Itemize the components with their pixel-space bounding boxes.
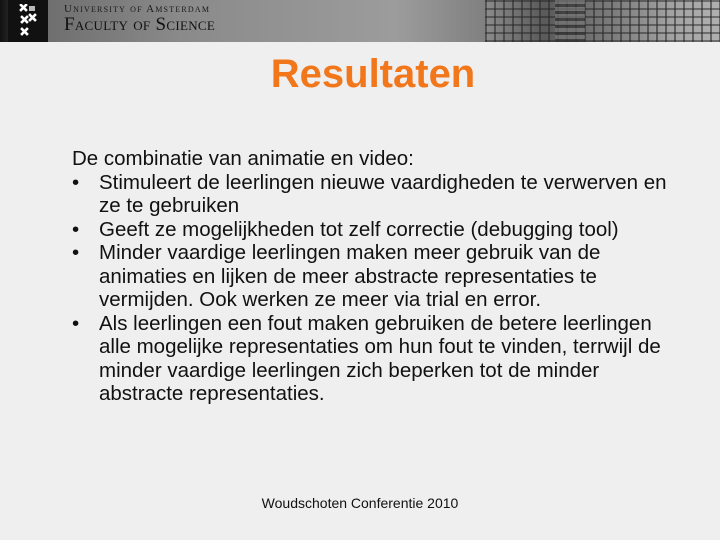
list-item — [72, 241, 682, 312]
bullet-marker: • — [72, 241, 80, 264]
university-name: University of Amsterdam — [64, 3, 211, 15]
faculty-name: Faculty of Science — [64, 14, 216, 35]
slide-title: Resultaten — [270, 52, 476, 96]
uva-logo — [8, 0, 48, 42]
bullet-marker: • — [72, 217, 80, 241]
list-item — [72, 171, 682, 218]
intro-text: De combinatie van animatie en video: — [72, 147, 414, 170]
slide-footer: Woudschoten Conferentie 2010 — [261, 495, 459, 511]
bullet-text: Als leerlingen een fout maken gebruiken de betere leerlingen alle mogelijke representaties om hun fout te vinden, terrwijl de minder vaardige leerlingen zich beperken tot de minder abstracte representaties. — [99, 311, 661, 405]
list-item — [72, 312, 682, 406]
slide-body — [72, 147, 682, 406]
bullet-marker: • — [72, 311, 80, 335]
bullet-list — [72, 171, 682, 406]
list-item — [72, 218, 682, 242]
bullet-text: Minder vaardige leerlingen maken meer gebruik van de animaties en lijken de meer abstracte representaties te vermijden. Ook werken ze meer via trial en error. — [99, 241, 601, 311]
header-banner — [0, 0, 720, 42]
bullet-marker: • — [72, 170, 80, 194]
bullet-text: Stimuleert de leerlingen nieuwe vaardigheden te verwerven en ze te gebruiken — [99, 170, 667, 217]
building-photo — [485, 0, 720, 42]
bullet-text: Geeft ze mogelijkheden tot zelf correctie (debugging tool) — [99, 217, 619, 241]
uva-crosses-logo-icon — [17, 4, 39, 38]
building-tower — [555, 0, 585, 42]
